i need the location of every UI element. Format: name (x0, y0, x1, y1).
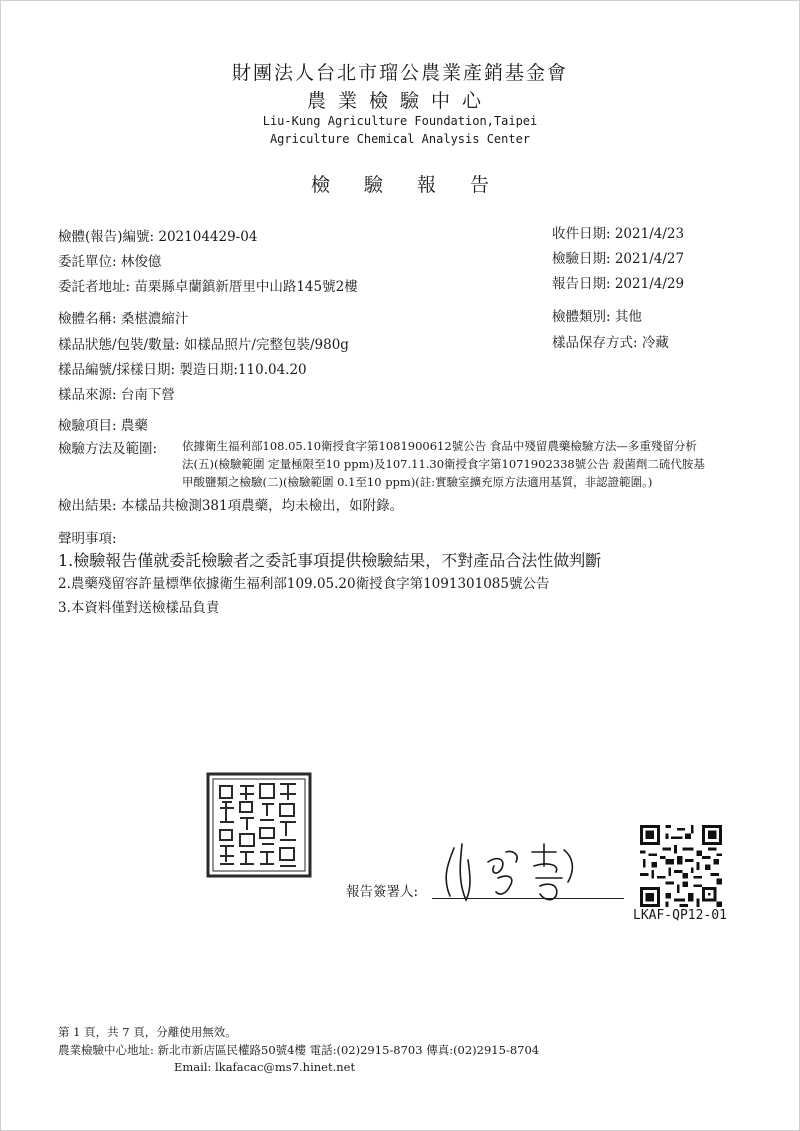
signature-line (432, 898, 624, 899)
sample-state: 樣品狀態/包裝/數量: 如樣品照片/完整包裝/980g (58, 337, 349, 353)
center-email: Email: lkafacac@ms7.hinet.net (174, 1060, 356, 1074)
official-seal-image (206, 772, 312, 878)
report-title: 檢驗報告 (310, 174, 523, 196)
declaration-item: 2.農藥殘留容許量標準依據衛生福利部109.05.20衛授食字第1091301085號公告 (58, 576, 550, 592)
test-date: 檢驗日期: 2021/4/27 (552, 251, 685, 267)
signatory-label: 報告簽署人: (346, 884, 419, 900)
storage-method: 樣品保存方式: 冷藏 (552, 335, 669, 351)
report-number: 檢體(報告)編號: 202104429-04 (58, 229, 258, 245)
organization-name: 財團法人台北市瑠公農業產銷基金會 (231, 62, 568, 84)
received-date: 收件日期: 2021/4/23 (552, 226, 685, 242)
declaration-item: 1.檢驗報告僅就委託檢驗者之委託事項提供檢驗結果，不對產品合法性做判斷 (58, 551, 602, 570)
qr-code-image (640, 825, 722, 907)
center-name-en: Agriculture Chemical Analysis Center (269, 132, 531, 146)
test-method-line: 法(五)(檢驗範圍 定量極限至10 ppm)及107.11.30衛授食字第1071902338號公告 殺菌劑二硫代胺基 (182, 457, 705, 471)
test-method-line: 甲酸鹽類之檢驗(二)(檢驗範圍 0.1至10 ppm)(註:實驗室擴充原方法適用基質，非認證範圍。) (182, 475, 653, 489)
client-address: 委託者地址: 苗栗縣卓蘭鎮新厝里中山路145號2樓 (58, 279, 358, 295)
page-info: 第 1 頁，共 7 頁，分離使用無效。 (58, 1025, 237, 1039)
test-item: 檢驗項目: 農藥 (58, 418, 148, 434)
client-name: 委託單位: 林俊億 (58, 254, 162, 270)
sample-category: 檢體類別: 其他 (552, 309, 642, 325)
report-date: 報告日期: 2021/4/29 (552, 276, 685, 292)
sample-name: 檢體名稱: 桑椹濃縮汁 (58, 311, 189, 327)
center-name: 農業檢驗中心 (306, 90, 493, 112)
organization-name-en: Liu-Kung Agriculture Foundation,Taipei (262, 114, 538, 128)
sample-number: 樣品編號/採樣日期: 製造日期:110.04.20 (58, 362, 307, 378)
test-method-label: 檢驗方法及範圍: (58, 441, 158, 457)
test-method-line: 依據衛生福利部108.05.10衛授食字第1081900612號公告 食品中殘留農藥檢驗方法—多重殘留分析 (182, 439, 697, 453)
declaration-item: 3.本資料僅對送檢樣品負責 (58, 600, 220, 616)
sample-source: 樣品來源: 台南下營 (58, 387, 175, 403)
declaration-title: 聲明事項: (58, 531, 117, 547)
form-code: LKAF-QP12-01 (633, 908, 727, 923)
test-result: 檢出結果: 本樣品共檢測381項農藥，均未檢出，如附錄。 (58, 498, 404, 514)
center-address: 農業檢驗中心地址: 新北市新店區民權路50號4樓 電話:(02)2915-8703 傳真:(02)2915-8704 (58, 1043, 540, 1057)
